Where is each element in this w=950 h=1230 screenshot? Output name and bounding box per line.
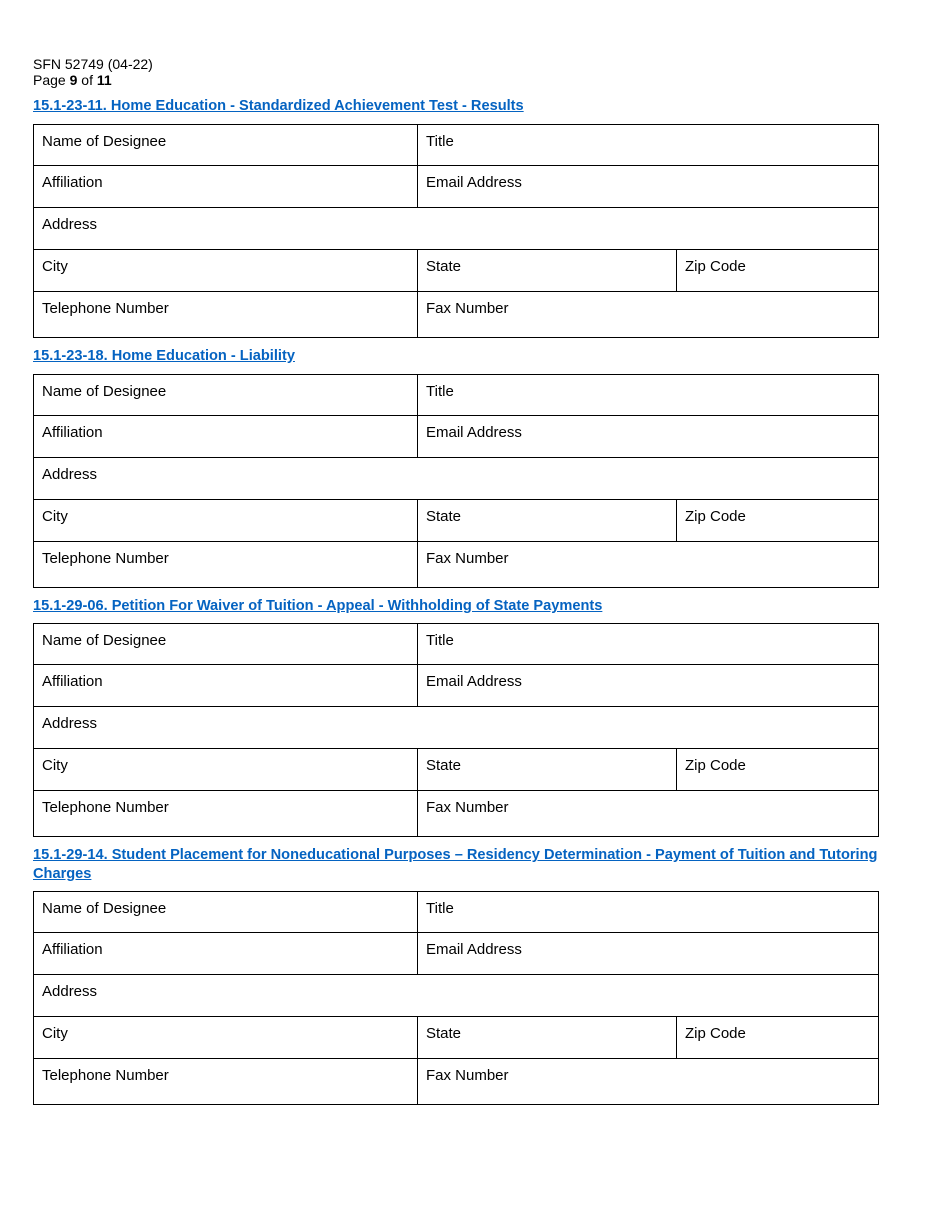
email-address-field[interactable] xyxy=(418,665,878,706)
telephone-number-label: Telephone Number xyxy=(42,300,169,317)
zip-code-field[interactable] xyxy=(677,250,878,291)
title-label: Title xyxy=(426,383,454,400)
section-title-link-4[interactable]: 15.1-29-14. Student Placement for Noneducational Purposes – Residency Determination - Payment of Tuition and Tutoring Charges xyxy=(33,847,878,882)
city-field[interactable] xyxy=(34,749,418,790)
title-field[interactable] xyxy=(418,892,878,932)
telephone-number-field[interactable] xyxy=(34,292,418,337)
section-title-link-1[interactable]: 15.1-23-11. Home Education - Standardized Achievement Test - Results xyxy=(33,98,524,114)
city-label: City xyxy=(42,757,68,774)
affiliation-field[interactable] xyxy=(34,416,418,457)
form-row-city-state-zip xyxy=(34,1017,878,1059)
city-field[interactable] xyxy=(34,1017,418,1058)
address-field[interactable] xyxy=(34,975,878,1016)
section-title-link-2[interactable]: 15.1-23-18. Home Education - Liability xyxy=(33,348,295,364)
name-of-designee-field[interactable] xyxy=(34,125,418,165)
state-field[interactable] xyxy=(418,250,677,291)
city-label: City xyxy=(42,258,68,275)
page-of: of xyxy=(81,72,93,88)
email-address-label: Email Address xyxy=(426,941,522,958)
designee-form-3 xyxy=(33,623,879,837)
form-row-affiliation-email xyxy=(34,416,878,458)
page-number xyxy=(33,72,112,88)
email-address-field[interactable] xyxy=(418,166,878,207)
telephone-number-label: Telephone Number xyxy=(42,1067,169,1084)
address-field[interactable] xyxy=(34,707,878,748)
affiliation-label: Affiliation xyxy=(42,941,103,958)
city-label: City xyxy=(42,508,68,525)
affiliation-field[interactable] xyxy=(34,933,418,974)
page-current: 9 xyxy=(69,72,78,88)
email-address-field[interactable] xyxy=(418,416,878,457)
state-field[interactable] xyxy=(418,1017,677,1058)
designee-form-4 xyxy=(33,891,879,1105)
address-label: Address xyxy=(42,216,98,233)
fax-number-field[interactable] xyxy=(418,542,878,587)
telephone-number-field[interactable] xyxy=(34,1059,418,1104)
name-of-designee-label: Name of Designee xyxy=(42,383,167,400)
title-label: Title xyxy=(426,632,454,649)
fax-number-field[interactable] xyxy=(418,1059,878,1104)
title-field[interactable] xyxy=(418,125,878,165)
email-address-label: Email Address xyxy=(426,174,522,191)
zip-code-field[interactable] xyxy=(677,1017,878,1058)
form-row-address xyxy=(34,707,878,749)
zip-code-label: Zip Code xyxy=(685,508,746,525)
form-row-city-state-zip xyxy=(34,500,878,542)
form-row-city-state-zip xyxy=(34,749,878,791)
form-row-address xyxy=(34,458,878,500)
email-address-label: Email Address xyxy=(426,673,522,690)
address-label: Address xyxy=(42,466,98,483)
email-address-label: Email Address xyxy=(426,424,522,441)
telephone-number-field[interactable] xyxy=(34,542,418,587)
form-row-phone-fax xyxy=(34,791,878,836)
fax-number-field[interactable] xyxy=(418,791,878,836)
title-label: Title xyxy=(426,900,454,917)
title-field[interactable] xyxy=(418,624,878,664)
state-label: State xyxy=(426,508,462,525)
affiliation-label: Affiliation xyxy=(42,673,103,690)
email-address-field[interactable] xyxy=(418,933,878,974)
state-label: State xyxy=(426,1025,462,1042)
address-label: Address xyxy=(42,983,98,1000)
form-row-phone-fax xyxy=(34,1059,878,1104)
form-row-affiliation-email xyxy=(34,933,878,975)
name-of-designee-field[interactable] xyxy=(34,892,418,932)
address-field[interactable] xyxy=(34,458,878,499)
address-label: Address xyxy=(42,715,98,732)
section-title-link-3[interactable]: 15.1-29-06. Petition For Waiver of Tuition - Appeal - Withholding of State Payments xyxy=(33,598,603,614)
zip-code-field[interactable] xyxy=(677,500,878,541)
zip-code-label: Zip Code xyxy=(685,258,746,275)
affiliation-label: Affiliation xyxy=(42,424,103,441)
form-row-phone-fax xyxy=(34,542,878,587)
name-of-designee-field[interactable] xyxy=(34,624,418,664)
affiliation-field[interactable] xyxy=(34,665,418,706)
name-of-designee-label: Name of Designee xyxy=(42,900,167,917)
city-field[interactable] xyxy=(34,500,418,541)
form-row-name-title xyxy=(34,624,878,665)
fax-number-field[interactable] xyxy=(418,292,878,337)
form-row-address xyxy=(34,208,878,250)
designee-form-1 xyxy=(33,124,879,338)
zip-code-label: Zip Code xyxy=(685,757,746,774)
telephone-number-label: Telephone Number xyxy=(42,799,169,816)
zip-code-field[interactable] xyxy=(677,749,878,790)
city-label: City xyxy=(42,1025,68,1042)
form-row-name-title xyxy=(34,892,878,933)
designee-form-2 xyxy=(33,374,879,588)
name-of-designee-label: Name of Designee xyxy=(42,133,167,150)
title-label: Title xyxy=(426,133,454,150)
form-row-affiliation-email xyxy=(34,166,878,208)
title-field[interactable] xyxy=(418,375,878,415)
form-row-name-title xyxy=(34,375,878,416)
state-field[interactable] xyxy=(418,749,677,790)
zip-code-label: Zip Code xyxy=(685,1025,746,1042)
state-label: State xyxy=(426,258,462,275)
form-row-address xyxy=(34,975,878,1017)
address-field[interactable] xyxy=(34,208,878,249)
form-id: SFN 52749 (04-22) xyxy=(33,56,153,72)
name-of-designee-label: Name of Designee xyxy=(42,632,167,649)
fax-number-label: Fax Number xyxy=(426,550,509,567)
telephone-number-field[interactable] xyxy=(34,791,418,836)
fax-number-label: Fax Number xyxy=(426,1067,509,1084)
state-label: State xyxy=(426,757,462,774)
affiliation-label: Affiliation xyxy=(42,174,103,191)
telephone-number-label: Telephone Number xyxy=(42,550,169,567)
state-field[interactable] xyxy=(418,500,677,541)
form-row-phone-fax xyxy=(34,292,878,337)
page-label: Page xyxy=(33,72,66,88)
affiliation-field[interactable] xyxy=(34,166,418,207)
form-row-city-state-zip xyxy=(34,250,878,292)
form-row-name-title xyxy=(34,125,878,166)
fax-number-label: Fax Number xyxy=(426,799,509,816)
city-field[interactable] xyxy=(34,250,418,291)
form-row-affiliation-email xyxy=(34,665,878,707)
page-total: 11 xyxy=(96,72,112,88)
name-of-designee-field[interactable] xyxy=(34,375,418,415)
fax-number-label: Fax Number xyxy=(426,300,509,317)
